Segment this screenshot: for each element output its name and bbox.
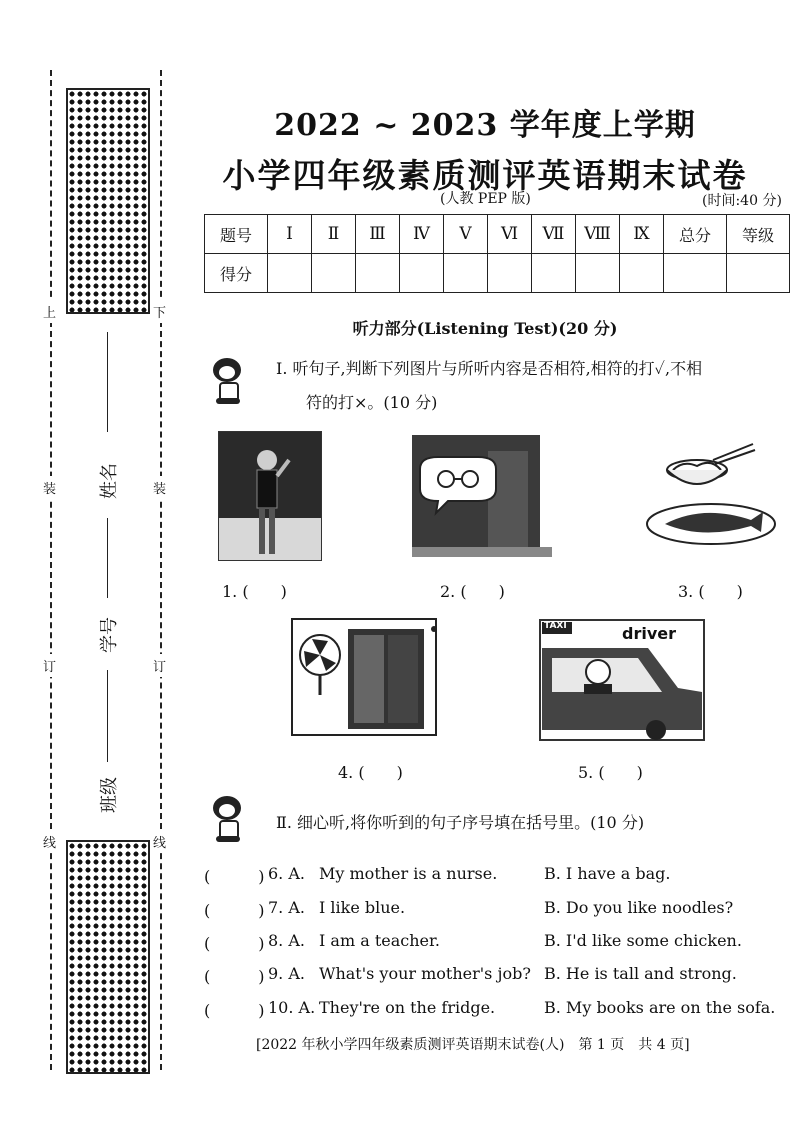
binding-mark-xian-right: 线 (153, 830, 166, 853)
score-cell-header: Ⅵ (488, 215, 532, 254)
boy-mascot-icon (206, 796, 248, 844)
class-field-label: 班级 (99, 777, 120, 813)
exam-title-main: 小学四年级素质测评英语期末试卷 (222, 156, 748, 195)
student-id-field (88, 617, 128, 653)
question-row-8 (204, 931, 764, 955)
answer-bracket-9[interactable]: ( ) (204, 967, 265, 986)
option-b: B. I have a bag. (544, 864, 671, 883)
question-number: 10. A. (268, 998, 316, 1017)
option-a: I like blue. (319, 898, 406, 917)
taxi-sign-label: TAXI (544, 621, 567, 631)
binding-mark-zhuang-right: 装 (153, 476, 166, 499)
binding-mark-xian-left: 线 (43, 830, 56, 853)
girl-mascot-icon (206, 358, 248, 406)
page-footer: [2022 年秋小学四年级素质测评英语期末试卷(人) 第 1 页 共 4 页] (256, 1037, 690, 1053)
option-b: B. Do you like noodles? (544, 898, 734, 917)
option-a: What's your mother's job? (319, 964, 531, 983)
student-id-field-label: 学号 (99, 617, 120, 653)
name-fill-line-upper (107, 332, 108, 432)
binding-mark-top-right: 下 (153, 300, 166, 323)
score-cell-header: Ⅳ (400, 215, 444, 254)
score-cell-total: 总分 (664, 215, 727, 254)
answer-bracket-5[interactable]: 5. ( ) (578, 763, 643, 782)
score-cell-header: Ⅲ (356, 215, 400, 254)
question-number: 7. A. (268, 898, 305, 917)
picture-1-man-at-board (218, 431, 322, 561)
question-number: 8. A. (268, 931, 305, 950)
name-field (88, 463, 128, 499)
question-number: 6. A. (268, 864, 305, 883)
binding-mark-ding-left: 订 (43, 654, 56, 677)
question-number: 9. A. (268, 964, 305, 983)
score-input-cell[interactable] (268, 254, 312, 293)
score-cell-title: 题号 (205, 215, 268, 254)
score-cell-header: Ⅶ (532, 215, 576, 254)
score-input-cell[interactable] (488, 254, 532, 293)
answer-bracket-3[interactable]: 3. ( ) (678, 582, 743, 601)
binding-dashed-line-left (50, 70, 52, 1070)
time-limit-label: (时间:40 分) (702, 193, 782, 209)
driver-label: driver (622, 624, 676, 643)
option-a: My mother is a nurse. (319, 864, 498, 883)
answer-bracket-6[interactable]: ( ) (204, 867, 265, 886)
name-fill-line-lower[interactable] (107, 518, 108, 598)
answer-bracket-10[interactable]: ( ) (204, 1001, 265, 1020)
score-cell-header: Ⅴ (444, 215, 488, 254)
option-a: I am a teacher. (319, 931, 440, 950)
answer-bracket-1[interactable]: 1. ( ) (222, 582, 287, 601)
score-table-header-row (205, 215, 790, 254)
score-cell-grade: 等级 (727, 215, 790, 254)
score-cell-header: Ⅸ (620, 215, 664, 254)
edition-label: (人教 PEP 版) (440, 191, 531, 207)
option-b: B. He is tall and strong. (544, 964, 737, 983)
answer-bracket-7[interactable]: ( ) (204, 901, 265, 920)
question-row-9 (204, 964, 764, 988)
binding-mark-ding-right: 订 (153, 654, 166, 677)
score-input-cell[interactable] (356, 254, 400, 293)
binding-strip (40, 70, 180, 1070)
score-input-cell[interactable] (727, 254, 790, 293)
binding-dot-pattern-bottom (66, 840, 150, 1074)
name-field-label: 姓名 (99, 463, 120, 499)
binding-mark-zhuang-left: 装 (43, 476, 56, 499)
part1-instruction-line2: 符的打×。(10 分) (306, 393, 438, 412)
score-cell-header: Ⅱ (312, 215, 356, 254)
class-field (88, 777, 128, 813)
score-row-label: 得分 (205, 254, 268, 293)
score-input-cell[interactable] (400, 254, 444, 293)
answer-bracket-4[interactable]: 4. ( ) (338, 763, 403, 782)
question-row-7 (204, 898, 764, 922)
picture-3-noodles-and-fish (643, 440, 779, 548)
picture-5-taxi-driver (538, 618, 706, 742)
question-row-6 (204, 864, 764, 888)
binding-dashed-line-right (160, 70, 162, 1070)
option-b: B. My books are on the sofa. (544, 998, 776, 1017)
score-cell-header: Ⅷ (576, 215, 620, 254)
part1-instruction-line1: Ⅰ. 听句子,判断下列图片与所听内容是否相符,相符的打✓,不相 (276, 359, 703, 378)
picture-4-fan-and-window (288, 615, 440, 737)
score-table (204, 214, 790, 293)
student-id-fill-line[interactable] (107, 670, 108, 762)
question-row-10 (204, 998, 776, 1022)
score-cell-header: Ⅰ (268, 215, 312, 254)
answer-bracket-2[interactable]: 2. ( ) (440, 582, 505, 601)
score-input-cell[interactable] (576, 254, 620, 293)
score-table-score-row (205, 254, 790, 293)
option-b: B. I'd like some chicken. (544, 931, 742, 950)
answer-bracket-8[interactable]: ( ) (204, 934, 265, 953)
score-input-cell[interactable] (664, 254, 727, 293)
binding-mark-top-left: 上 (43, 300, 56, 323)
exam-title-year: 2022 ~ 2023 学年度上学期 (274, 108, 696, 143)
part2-instruction: Ⅱ. 细心听,将你听到的句子序号填在括号里。(10 分) (276, 813, 645, 832)
score-input-cell[interactable] (532, 254, 576, 293)
option-a: They're on the fridge. (319, 998, 496, 1017)
binding-dot-pattern-top (66, 88, 150, 314)
score-input-cell[interactable] (444, 254, 488, 293)
score-input-cell[interactable] (312, 254, 356, 293)
listening-section-title: 听力部分(Listening Test)(20 分) (352, 319, 618, 338)
score-input-cell[interactable] (620, 254, 664, 293)
picture-2-glasses-bubble (408, 431, 552, 561)
